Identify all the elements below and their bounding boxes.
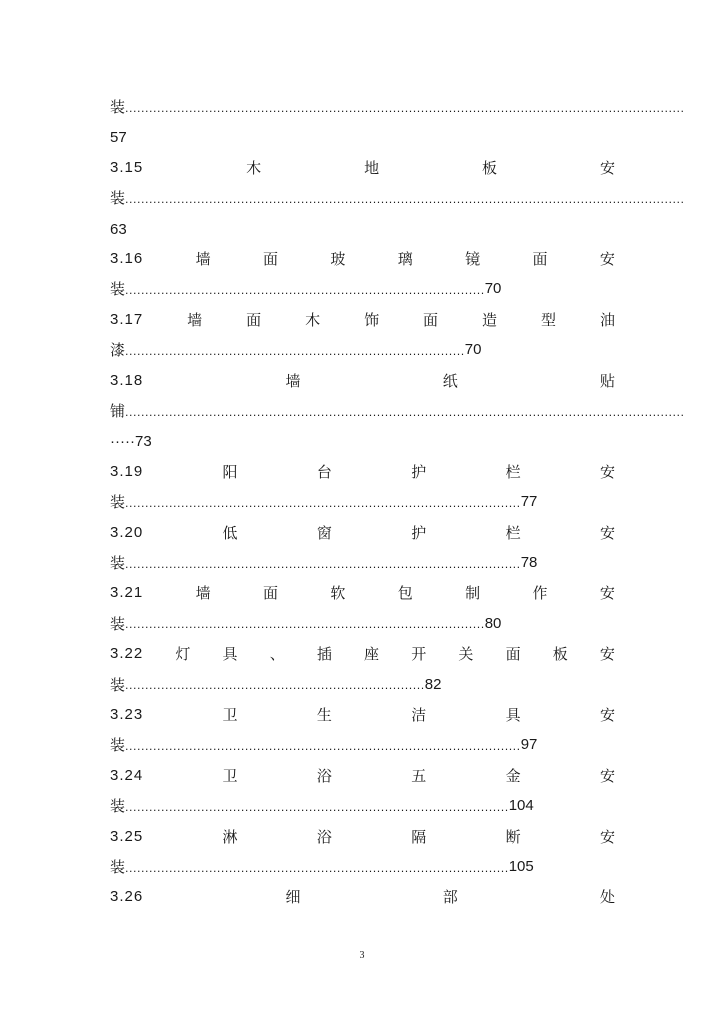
toc-line xyxy=(110,247,615,271)
title-char: 安 xyxy=(599,250,615,268)
title-char: 卫 xyxy=(222,766,238,785)
toc-line xyxy=(110,429,615,453)
toc-line xyxy=(110,885,615,909)
title-char: 台 xyxy=(316,462,332,481)
section-number: 3.15 xyxy=(110,158,144,176)
title-char: 栏 xyxy=(505,523,521,542)
title-char: 铺 xyxy=(110,402,126,420)
dot-leader: .......................................................................................... xyxy=(125,618,485,632)
section-number: 3.25 xyxy=(110,827,144,845)
title-char: 装 xyxy=(110,675,126,694)
title-char: 细 xyxy=(285,888,301,907)
title-char: 面 xyxy=(505,645,521,664)
toc-line xyxy=(110,490,615,514)
title-char: 板 xyxy=(552,645,568,664)
page-ref: ·····73 xyxy=(110,433,152,451)
title-char: 安 xyxy=(599,766,615,785)
toc-line xyxy=(110,460,615,484)
title-char: 地 xyxy=(364,158,380,177)
title-char: 制 xyxy=(465,584,481,603)
title-char: 安 xyxy=(599,523,615,542)
title-char: 洁 xyxy=(411,706,427,724)
toc-line xyxy=(110,521,615,545)
title-char: 木 xyxy=(305,310,321,329)
page-ref: 57 xyxy=(110,129,127,147)
title-char: 金 xyxy=(505,766,521,785)
title-char: 具 xyxy=(222,645,238,664)
title-char: 插 xyxy=(316,645,332,664)
title-char: 型 xyxy=(540,310,556,329)
title-char: 低 xyxy=(222,523,238,542)
title-char: 具 xyxy=(505,706,521,724)
title-char: 护 xyxy=(411,462,427,481)
title-char: 油 xyxy=(599,310,615,329)
title-char: 软 xyxy=(330,584,346,603)
toc-line xyxy=(110,125,615,149)
title-char: 阳 xyxy=(222,462,238,481)
title-char: 部 xyxy=(442,888,458,907)
title-char: 装 xyxy=(110,98,126,116)
toc-line xyxy=(110,277,615,301)
title-char: 纸 xyxy=(442,371,458,390)
title-char: 墙 xyxy=(195,584,211,603)
title-char: 板 xyxy=(482,158,498,177)
toc-line xyxy=(110,764,615,788)
toc-line xyxy=(110,642,615,666)
title-char: 淋 xyxy=(222,827,238,846)
title-char: 关 xyxy=(458,645,474,664)
title-char: 装 xyxy=(110,858,126,876)
page-ref: 63 xyxy=(110,220,127,238)
title-char: 断 xyxy=(505,827,521,846)
title-char: 漆 xyxy=(110,341,126,360)
title-char: 灯 xyxy=(175,645,191,664)
title-char: 包 xyxy=(397,584,413,603)
title-char: 面 xyxy=(423,310,439,329)
section-number: 3.20 xyxy=(110,523,144,541)
title-char: 安 xyxy=(599,645,615,664)
title-char: 生 xyxy=(316,706,332,724)
title-char: 装 xyxy=(110,614,126,633)
page-ref: 104 xyxy=(508,797,534,815)
title-char: 璃 xyxy=(397,250,413,268)
title-char: 浴 xyxy=(316,827,332,846)
dot-leader: ............................................................................................................................................ xyxy=(125,192,685,206)
page-ref: 97 xyxy=(520,736,538,754)
title-char: 装 xyxy=(110,554,126,572)
section-number: 3.21 xyxy=(110,584,144,602)
toc-line xyxy=(110,399,685,423)
title-char: 墙 xyxy=(285,371,301,390)
section-number: 3.18 xyxy=(110,371,144,389)
toc-line xyxy=(110,673,615,697)
section-number: 3.23 xyxy=(110,706,144,723)
section-number: 3.22 xyxy=(110,645,144,663)
title-char: 安 xyxy=(599,462,615,481)
title-char: 贴 xyxy=(599,371,615,390)
title-char: 面 xyxy=(532,250,548,268)
title-char: 安 xyxy=(599,584,615,603)
title-char: 装 xyxy=(110,280,126,299)
title-char: 饰 xyxy=(364,310,380,329)
title-char: 面 xyxy=(262,250,278,268)
title-char: 面 xyxy=(262,584,278,603)
title-char: 造 xyxy=(482,310,498,329)
page-ref: 105 xyxy=(508,858,534,875)
title-char: 镜 xyxy=(465,250,481,268)
dot-leader: ............................................................................................................................................ xyxy=(125,101,685,115)
toc-line xyxy=(110,217,615,241)
toc-line xyxy=(110,733,615,757)
toc-line xyxy=(110,186,685,210)
title-char: 装 xyxy=(110,189,126,208)
title-char: 卫 xyxy=(222,706,238,724)
title-char: 装 xyxy=(110,797,126,816)
dot-leader: .......................................................................................... xyxy=(125,283,485,297)
section-number: 3.24 xyxy=(110,766,144,784)
page-ref: 80 xyxy=(484,614,502,632)
title-char: 装 xyxy=(110,736,126,755)
toc-line xyxy=(110,156,615,180)
title-char: 墙 xyxy=(187,310,203,329)
page-ref: 70 xyxy=(464,341,482,359)
toc-line xyxy=(110,612,615,636)
toc-line xyxy=(110,855,615,879)
toc-line xyxy=(110,308,615,332)
title-char: 安 xyxy=(599,827,615,846)
title-char: 墙 xyxy=(195,250,211,268)
dot-leader: ................................................................................................... xyxy=(125,496,521,510)
title-char: 窗 xyxy=(316,523,332,542)
toc-line xyxy=(110,581,615,605)
page-ref: 78 xyxy=(520,554,538,571)
dot-leader: ........................................................................... xyxy=(125,679,425,693)
dot-leader: ................................................................................................... xyxy=(125,557,521,571)
page-ref: 70 xyxy=(484,280,502,298)
title-char: 五 xyxy=(411,766,427,785)
page-number: 3 xyxy=(359,950,365,961)
dot-leader: ................................................................................................ xyxy=(125,861,509,875)
toc-line xyxy=(110,794,615,818)
toc-line xyxy=(110,369,615,393)
title-char: 木 xyxy=(246,158,262,177)
page-ref: 77 xyxy=(520,493,538,511)
dot-leader: ............................................................................................................................................ xyxy=(125,405,685,419)
dot-leader: ................................................................................................... xyxy=(125,739,521,753)
section-number: 3.17 xyxy=(110,310,144,328)
page-ref: 82 xyxy=(424,675,442,693)
title-char: 作 xyxy=(532,584,548,603)
title-char: 面 xyxy=(246,310,262,329)
section-number: 3.26 xyxy=(110,888,144,906)
title-char: 栏 xyxy=(505,462,521,481)
toc-line xyxy=(110,825,615,849)
title-char: 安 xyxy=(599,158,615,177)
title-char: 、 xyxy=(269,645,285,664)
toc-line xyxy=(110,95,685,119)
dot-leader: ..................................................................................... xyxy=(125,344,465,358)
title-char: 安 xyxy=(599,706,615,724)
section-number: 3.16 xyxy=(110,250,144,267)
title-char: 玻 xyxy=(330,250,346,268)
toc-line xyxy=(110,703,615,727)
title-char: 处 xyxy=(599,888,615,907)
title-char: 开 xyxy=(411,645,427,664)
toc-line xyxy=(110,338,615,362)
title-char: 护 xyxy=(411,523,427,542)
title-char: 浴 xyxy=(316,766,332,785)
title-char: 隔 xyxy=(411,827,427,846)
dot-leader: ................................................................................................ xyxy=(125,800,509,814)
title-char: 装 xyxy=(110,493,126,512)
toc-line xyxy=(110,551,615,575)
section-number: 3.19 xyxy=(110,462,144,480)
title-char: 座 xyxy=(364,645,380,664)
